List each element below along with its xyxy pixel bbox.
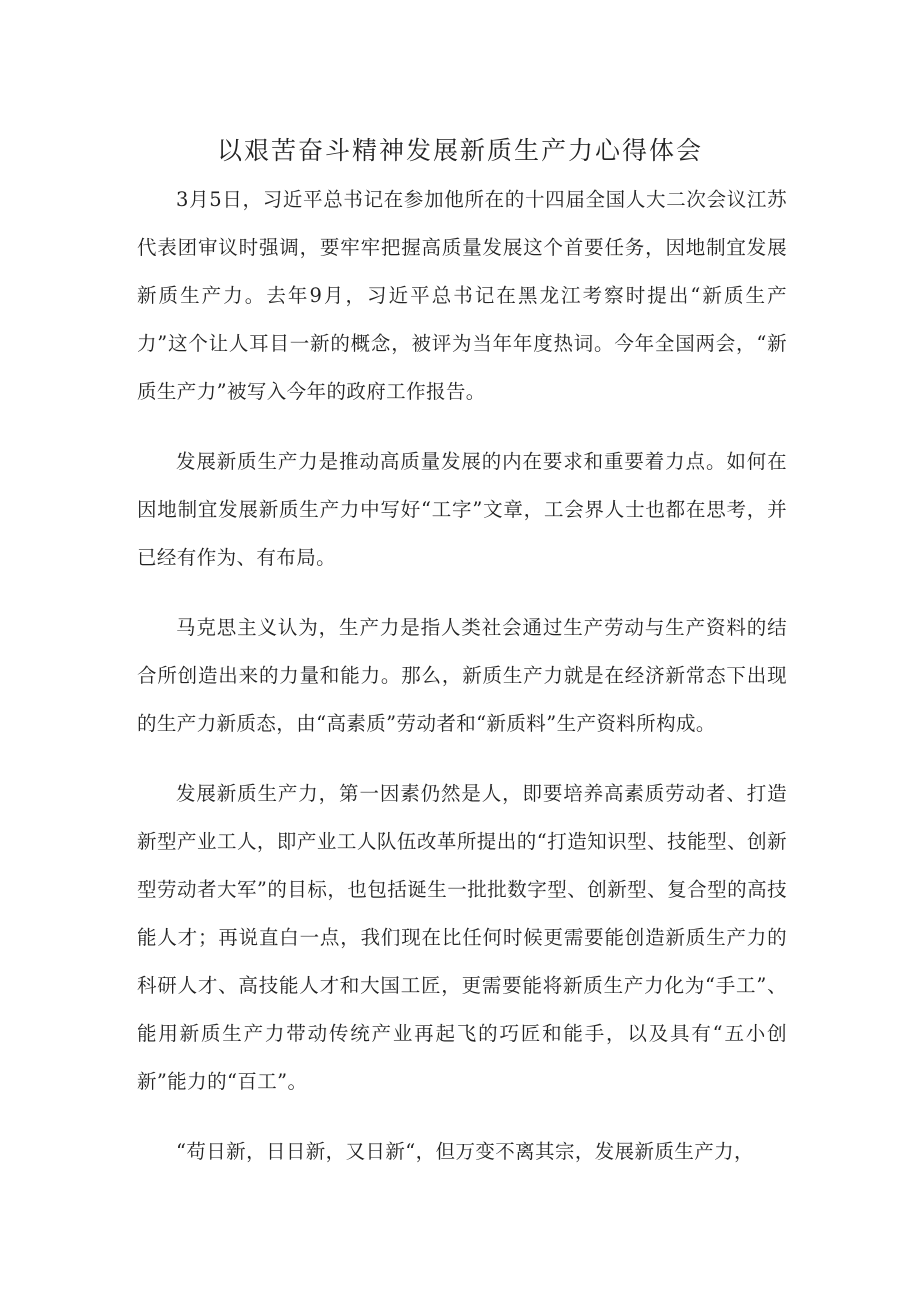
document-title: 以艰苦奋斗精神发展新质生产力心得体会 bbox=[216, 136, 703, 165]
paragraph: 发展新质生产力是推动高质量发展的内在要求和重要着力点。如何在因地制宜发展新质生产力中写好“工字”文章，工会界人士也都在思考，并已经有作为、有布局。 bbox=[137, 450, 787, 569]
paragraph: 3月5日，习近平总书记在参加他所在的十四届全国人大二次会议江苏代表团审议时强调，要牢牢把握高质量发展这个首要任务，因地制宜发展新质生产力。去年9月，习近平总书记在黑龙江考察时提出“新质生产力”这个让人耳目一新的概念，被评为当年年度热词。今年全国两会，“新质生产力”被写入今年的政府工作报告。 bbox=[137, 188, 787, 403]
paragraph: “苟日新，日日新，又日新“，但万变不离其宗，发展新质生产力， bbox=[176, 1140, 754, 1163]
paragraph: 发展新质生产力，第一因素仍然是人，即要培养高素质劳动者、打造新型产业工人，即产业工人队伍改革所提出的“打造知识型、技能型、创新型劳动者大军”的目标，也包括诞生一批批数字型、创新型、复合型的高技能人才；再说直白一点，我们现在比任何时候更需要能创造新质生产力的科研人才、高技能人才和大国工匠，更需要能将新质生产力化为“手工”、能用新质生产力带动传统产业再起飞的巧匠和能手，以及具有“五小创新”能力的“百工”。 bbox=[137, 782, 787, 1093]
paragraph: 马克思主义认为，生产力是指人类社会通过生产劳动与生产资料的结合所创造出来的力量和能力。那么，新质生产力就是在经济新常态下出现的生产力新质态，由“高素质”劳动者和“新质料”生产资料所构成。 bbox=[137, 616, 787, 735]
document-body bbox=[137, 176, 787, 1176]
